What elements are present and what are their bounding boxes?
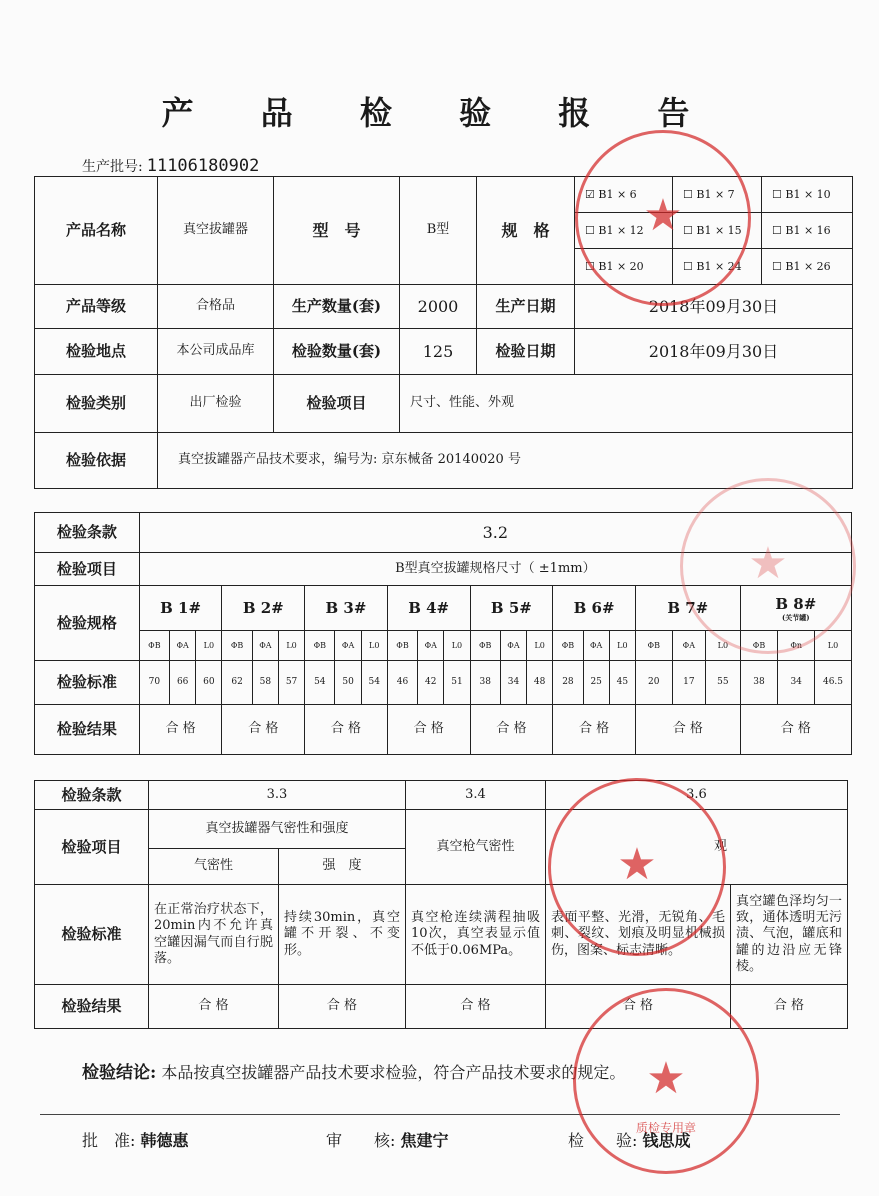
basis-value: 真空拔罐器产品技术要求，编号为: 京东械备 20140020 号 (158, 433, 853, 489)
sub-header-cell: ΦA (672, 631, 706, 661)
type-value: 出厂检验 (158, 375, 274, 433)
sub-header-cell: ΦA (583, 631, 609, 661)
clause-label: 检验条款 (35, 513, 140, 553)
clause-label: 检验条款 (35, 781, 149, 810)
batch-value: 11106180902 (146, 156, 260, 176)
sub-header-cell: ΦB (387, 631, 417, 661)
b8-note: (关节罐) (782, 612, 810, 622)
review-name: 焦建宁 (400, 1131, 449, 1150)
grade-label: 产品等级 (35, 285, 158, 329)
std-value-cell: 45 (609, 661, 635, 705)
insp-date-value: 2018年09月30日 (575, 329, 853, 375)
checkbox-icon: ☐ (683, 223, 693, 237)
std-value-cell: 60 (196, 661, 222, 705)
result-cell: 合 格 (553, 705, 636, 755)
std-value-cell: 70 (139, 661, 169, 705)
item-label: 检验项目 (35, 810, 149, 885)
dimension-table (34, 512, 852, 755)
sub-header-cell: L0 (815, 631, 852, 661)
insp-qty-value: 125 (400, 329, 477, 375)
conclusion (82, 1058, 625, 1083)
quality-seal-text: 质检专用章 (635, 1121, 696, 1135)
approve-name: 韩德惠 (140, 1131, 189, 1150)
model-header: B 5# (470, 586, 553, 631)
result-cell: 合 格 (740, 705, 851, 755)
std-value-cell: 66 (170, 661, 196, 705)
sub-header-cell: ΦB (139, 631, 169, 661)
result-label: 检验结果 (35, 705, 140, 755)
checkbox-icon: ☐ (772, 259, 782, 273)
sub-header-cell: ΦA (252, 631, 278, 661)
star-icon: ★ (617, 838, 657, 890)
product-name-value: 真空拔罐器 (158, 177, 274, 285)
sub-header-cell: ΦA (418, 631, 444, 661)
checkbox-icon: ☐ (585, 259, 595, 273)
basis-label: 检验依据 (35, 433, 158, 489)
insp-qty-label: 检验数量(套) (274, 329, 400, 375)
std-value-cell: 38 (470, 661, 500, 705)
std-value-cell: 28 (553, 661, 583, 705)
sub-header-cell: L0 (706, 631, 741, 661)
result-cell: 合 格 (387, 705, 470, 755)
spec-option: ☐ B1 × 20 (575, 249, 673, 285)
sub-header-cell: L0 (609, 631, 635, 661)
star-icon: ★ (643, 189, 683, 241)
conclusion-text: 本品按真空拔罐器产品技术要求检验，符合产品技术要求的规定。 (161, 1063, 626, 1082)
result-cell: 合 格 (222, 705, 305, 755)
sub-header-cell: ΦB (305, 631, 335, 661)
batch-number (82, 156, 259, 176)
checkbox-icon: ☐ (772, 223, 782, 237)
std-text: 真空罐色泽均匀一致，通体透明无污渍、气泡，罐底和罐的边沿应无锋棱。 (731, 885, 848, 985)
items-value: 尺寸、性能、外观 (400, 375, 853, 433)
spec-option: ☐ B1 × 7 (673, 177, 762, 213)
review-signature: 审 核: 焦建宁 (326, 1131, 449, 1150)
std-value-cell: 55 (706, 661, 741, 705)
std-value-cell: 42 (418, 661, 444, 705)
place-value: 本公司成品库 (158, 329, 274, 375)
std-value-cell: 34 (500, 661, 526, 705)
sub-header-cell: ΦB (553, 631, 583, 661)
model-header: B 8# (关节罐) (740, 586, 851, 631)
prod-date-value: 2018年09月30日 (575, 285, 853, 329)
result-cell: 合 格 (546, 985, 731, 1029)
sub-header-cell: L0 (196, 631, 222, 661)
model-header: B 6# (553, 586, 636, 631)
type-label: 检验类别 (35, 375, 158, 433)
std-value-cell: 58 (252, 661, 278, 705)
std-value-cell: 38 (740, 661, 778, 705)
std-value-cell: 50 (335, 661, 361, 705)
model-label: 型 号 (274, 177, 400, 285)
result-cell: 合 格 (406, 985, 546, 1029)
sub-header-cell: ΦB (222, 631, 252, 661)
std-value-cell: 20 (635, 661, 672, 705)
product-info-table (34, 176, 853, 489)
model-header: B 4# (387, 586, 470, 631)
sub-header-cell: L0 (444, 631, 470, 661)
sub-header-cell: ΦB (635, 631, 672, 661)
prod-date-label: 生产日期 (477, 285, 575, 329)
sub-header-cell: Φn (778, 631, 815, 661)
checkbox-checked-icon: ☑ (585, 187, 595, 201)
std-value-cell: 34 (778, 661, 815, 705)
batch-label: 生产批号: (82, 159, 143, 175)
divider (40, 1114, 840, 1115)
model-header: B 1# (139, 586, 222, 631)
item-label: 检验项目 (35, 553, 140, 586)
std-value-cell: 17 (672, 661, 706, 705)
std-label: 检验标准 (35, 885, 149, 985)
result-cell: 合 格 (305, 705, 388, 755)
std-value-cell: 51 (444, 661, 470, 705)
sub-header-cell: ΦB (740, 631, 778, 661)
model-header: B 3# (305, 586, 388, 631)
spec-option: ☐ B1 × 10 (762, 177, 853, 213)
result-cell: 合 格 (149, 985, 279, 1029)
std-value-cell: 25 (583, 661, 609, 705)
clause-value: 3.2 (139, 513, 851, 553)
std-value-cell: 57 (278, 661, 304, 705)
inspect-name: 钱思成 (642, 1131, 691, 1150)
result-cell: 合 格 (635, 705, 740, 755)
item-value: 真空枪气密性 (406, 810, 546, 885)
clause-value: 3.4 (406, 781, 546, 810)
sub-header-cell: ΦB (470, 631, 500, 661)
std-text: 表面平整、光滑，无锐角、毛刺、裂纹、划痕及明显机械损伤，图案、标志清晰。 (546, 885, 731, 985)
item-value: 观 (546, 810, 848, 885)
item-sub: 气密性 (149, 849, 279, 885)
product-name-label: 产品名称 (35, 177, 158, 285)
place-label: 检验地点 (35, 329, 158, 375)
std-value-cell: 48 (527, 661, 553, 705)
item-value: 真空拔罐器气密性和强度 (149, 810, 406, 849)
star-icon: ★ (646, 1052, 686, 1104)
spec-label: 规 格 (477, 177, 575, 285)
report-title: 产 品 检 验 报 告 (161, 94, 718, 132)
std-value-cell: 54 (361, 661, 387, 705)
checkbox-icon: ☐ (585, 223, 595, 237)
sub-header-cell: L0 (278, 631, 304, 661)
model-header: B 2# (222, 586, 305, 631)
std-value-cell: 46 (387, 661, 417, 705)
sub-header-cell: L0 (361, 631, 387, 661)
inspect-signature: 检 验: 钱思成 (568, 1131, 691, 1150)
result-cell: 合 格 (470, 705, 553, 755)
std-value-cell: 46.5 (815, 661, 852, 705)
std-value-cell: 54 (305, 661, 335, 705)
sub-header-cell: ΦA (500, 631, 526, 661)
spec-option: ☐ B1 × 24 (673, 249, 762, 285)
result-cell: 合 格 (731, 985, 848, 1029)
spec-option: ☐ B1 × 16 (762, 213, 853, 249)
result-cell: 合 格 (279, 985, 406, 1029)
std-text: 持续30min，真空罐不开裂、不变形。 (279, 885, 406, 985)
std-value-cell: 62 (222, 661, 252, 705)
insp-date-label: 检验日期 (477, 329, 575, 375)
std-label: 检验标准 (35, 661, 140, 705)
std-text: 在正常治疗状态下，20min内不允许真空罐因漏气而自行脱落。 (149, 885, 279, 985)
star-icon: ★ (748, 537, 788, 589)
checkbox-icon: ☐ (683, 187, 693, 201)
item-value: B型真空拔罐规格尺寸（ ±1mm） (139, 553, 851, 586)
sub-header-cell: L0 (527, 631, 553, 661)
spec-label: 检验规格 (35, 586, 140, 661)
clause-value: 3.3 (149, 781, 406, 810)
spec-option: ☐ B1 × 15 (673, 213, 762, 249)
spec-option: ☐ B1 × 26 (762, 249, 853, 285)
std-text: 真空枪连续满程抽吸10次，真空表显示值不低于0.06MPa。 (406, 885, 546, 985)
item-sub: 强 度 (279, 849, 406, 885)
clause-value: 3.6 (546, 781, 848, 810)
performance-table (34, 780, 848, 1029)
items-label: 检验项目 (274, 375, 400, 433)
result-label: 检验结果 (35, 985, 149, 1029)
spec-option: ☑ B1 × 6 (575, 177, 673, 213)
model-value: B型 (400, 177, 477, 285)
spec-option: ☐ B1 × 12 (575, 213, 673, 249)
checkbox-icon: ☐ (772, 187, 782, 201)
result-cell: 合 格 (139, 705, 222, 755)
conclusion-label: 检验结论: (82, 1063, 157, 1083)
approve-signature: 批 准: 韩德惠 (82, 1131, 189, 1150)
sub-header-cell: ΦA (335, 631, 361, 661)
model-header: B 7# (635, 586, 740, 631)
prod-qty-value: 2000 (400, 285, 477, 329)
prod-qty-label: 生产数量(套) (274, 285, 400, 329)
sub-header-cell: ΦA (170, 631, 196, 661)
checkbox-icon: ☐ (683, 259, 693, 273)
grade-value: 合格品 (158, 285, 274, 329)
